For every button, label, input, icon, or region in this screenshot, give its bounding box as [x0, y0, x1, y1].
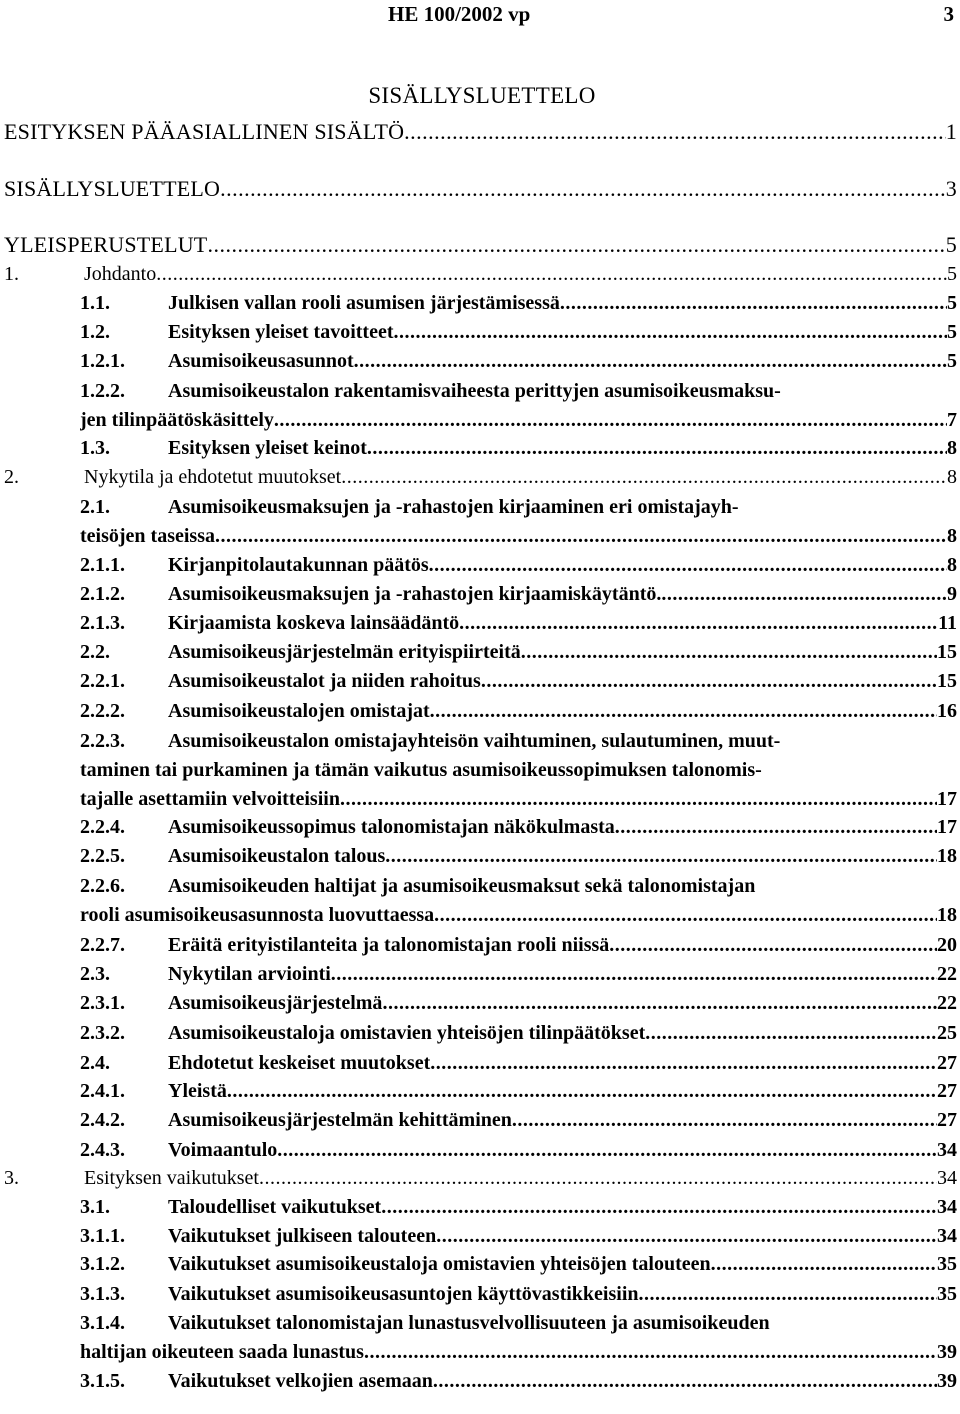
toc-title: Asumisoikeusmaksujen ja -rahastojen kirjaaminen eri omistajayh- — [168, 496, 739, 518]
dot-leader — [156, 263, 947, 286]
toc-page-number: 1 — [945, 119, 957, 144]
page-title-text: SISÄLLYSLUETTELO — [368, 83, 596, 108]
toc-title: Vaikutukset velkojien asemaan — [168, 1370, 433, 1392]
toc-line — [168, 1052, 957, 1075]
toc-number: 2.2.1. — [80, 670, 125, 692]
toc-line — [84, 263, 957, 286]
dot-leader — [481, 670, 937, 693]
toc-number: 3.1.2. — [80, 1253, 125, 1275]
toc-page-number: 34 — [937, 1139, 957, 1161]
toc-title: taminen tai purkaminen ja tämän vaikutus asumisoikeussopimuksen talonomis- — [80, 759, 762, 781]
toc-number: 2.4.1. — [80, 1080, 125, 1102]
toc-title: Asumisoikeustalot ja niiden rahoitus — [168, 670, 481, 692]
toc-title: Asumisoikeusasunnot — [168, 350, 354, 372]
dot-leader — [560, 292, 947, 315]
dot-leader — [521, 641, 937, 664]
toc-line — [168, 700, 957, 723]
dot-leader — [354, 350, 947, 373]
toc-title: Esityksen yleiset keinot — [168, 437, 367, 459]
toc-line — [4, 176, 957, 202]
toc-page-number: 5 — [947, 263, 957, 285]
toc-number: 2.2.4. — [80, 816, 125, 838]
toc-page-number: 20 — [937, 934, 957, 956]
dot-leader — [639, 1283, 938, 1306]
toc-page-number: 18 — [937, 845, 957, 867]
toc-number: 3.1.3. — [80, 1283, 125, 1305]
toc-number: 2.1.2. — [80, 583, 125, 605]
toc-number: 2.2.7. — [80, 934, 125, 956]
toc-title: Asumisoikeusjärjestelmä — [168, 992, 383, 1014]
toc-page-number: 8 — [947, 437, 957, 459]
toc-title: Voimaantulo — [168, 1139, 278, 1161]
toc-line — [168, 1225, 957, 1248]
dot-leader — [259, 1167, 937, 1190]
toc-number: 2.1.1. — [80, 554, 125, 576]
dot-leader — [430, 700, 937, 723]
toc-title: YLEISPERUSTELUT — [4, 232, 208, 257]
dot-leader — [381, 1196, 937, 1219]
toc-line — [168, 845, 957, 868]
toc-page-number: 9 — [947, 583, 957, 605]
dot-leader — [645, 1022, 937, 1045]
toc-page-number: 7 — [947, 409, 957, 431]
toc-number: 2.3.2. — [80, 1022, 125, 1044]
toc-page-number: 25 — [937, 1022, 957, 1044]
dot-leader — [711, 1253, 937, 1276]
dot-leader — [459, 612, 938, 635]
toc-page-number: 22 — [937, 992, 957, 1014]
toc-page-number: 39 — [937, 1341, 957, 1363]
toc-line — [168, 641, 957, 664]
header-page-number: 3 — [943, 2, 954, 26]
toc-number: 2.3. — [80, 963, 110, 985]
dot-leader — [429, 554, 947, 577]
toc-page-number: 8 — [947, 525, 957, 547]
toc-title: Eräitä erityistilanteita ja talonomistajan rooli niissä — [168, 934, 610, 956]
toc-line — [168, 554, 957, 577]
dot-leader — [434, 904, 937, 927]
toc-number: 3.1.5. — [80, 1370, 125, 1392]
toc-title: ESITYKSEN PÄÄASIALLINEN SISÄLTÖ — [4, 119, 405, 144]
toc-title: teisöjen taseissa — [80, 525, 215, 547]
dot-leader — [404, 119, 946, 145]
toc-line — [168, 1283, 957, 1306]
toc-page-number: 15 — [937, 670, 957, 692]
toc-page-number: 5 — [947, 292, 957, 314]
toc-title: Esityksen vaikutukset — [84, 1167, 259, 1189]
toc-title: Asumisoikeustalon rakentamisvaiheesta perittyjen asumisoikeusmaksu- — [168, 380, 781, 402]
toc-title: Kirjaamista koskeva lainsäädäntö — [168, 612, 460, 634]
toc-number: 2.4. — [80, 1052, 110, 1074]
dot-leader — [364, 1341, 937, 1364]
toc-page-number: 18 — [937, 904, 957, 926]
toc-line — [80, 1341, 957, 1364]
toc-title: Asumisoikeusmaksujen ja -rahastojen kirjaamiskäytäntö. — [168, 583, 662, 605]
toc-number: 3.1.1. — [80, 1225, 125, 1247]
toc-number: 1.3. — [80, 437, 110, 459]
toc-title: Kirjanpitolautakunnan päätös — [168, 554, 429, 576]
dot-leader — [609, 934, 937, 957]
dot-leader — [215, 525, 947, 548]
dot-leader — [274, 409, 947, 432]
toc-line — [168, 1370, 957, 1393]
toc-number: 1.2.2. — [80, 380, 125, 402]
dot-leader — [277, 1139, 937, 1162]
toc-page-number: 27 — [937, 1080, 957, 1102]
dot-leader — [382, 992, 937, 1015]
toc-title: Vaikutukset julkiseen talouteen — [168, 1225, 437, 1247]
toc-line — [4, 119, 957, 145]
toc-title: Julkisen vallan rooli asumisen järjestämisessä — [168, 292, 560, 314]
toc-number: 2. — [4, 466, 19, 488]
toc-line — [168, 934, 957, 957]
dot-leader — [367, 437, 947, 460]
toc-title: Asumisoikeuden haltijat ja asumisoikeusmaksut sekä talonomistajan — [168, 875, 756, 897]
toc-title: Asumisoikeussopimus talonomistajan näkökulmasta — [168, 816, 615, 838]
toc-title: Asumisoikeustalon talous — [168, 845, 386, 867]
toc-page-number: 8 — [947, 466, 957, 488]
dot-leader — [207, 232, 945, 258]
toc-line — [80, 759, 957, 782]
toc-title: Asumisoikeustalon omistajayhteisön vaihtuminen, sulautuminen, muut- — [168, 730, 781, 752]
toc-number: 2.3.1. — [80, 992, 125, 1014]
page-title — [0, 83, 960, 109]
toc-line — [168, 992, 957, 1015]
toc-number: 2.1. — [80, 496, 110, 518]
toc-number: 1.2. — [80, 321, 110, 343]
dot-leader — [385, 845, 937, 868]
toc-page-number: 8 — [947, 554, 957, 576]
toc-line — [168, 496, 957, 519]
document-id: HE 100/2002 vp — [388, 2, 531, 26]
toc-line — [80, 525, 957, 548]
dot-leader — [220, 176, 946, 202]
dot-leader — [512, 1109, 937, 1132]
toc-title: Asumisoikeusjärjestelmän erityispiirteitä — [168, 641, 521, 663]
toc-line — [168, 875, 957, 898]
dot-leader — [394, 321, 947, 344]
toc-line — [168, 437, 957, 460]
toc-title: Ehdotetut keskeiset muutokset — [168, 1052, 431, 1074]
toc-number: 2.2.5. — [80, 845, 125, 867]
toc-line — [168, 816, 957, 839]
toc-number: 2.2.6. — [80, 875, 125, 897]
toc-line — [168, 1139, 957, 1162]
toc-page-number: 17 — [937, 788, 957, 810]
toc-line — [168, 292, 957, 315]
toc-number: 2.2.2. — [80, 700, 125, 722]
toc-title: Vaikutukset asumisoikeustaloja omistavien yhteisöjen talouteen — [168, 1253, 711, 1275]
toc-number: 2.1.3. — [80, 612, 125, 634]
toc-number: 1. — [4, 263, 19, 285]
toc-number: 2.4.2. — [80, 1109, 125, 1131]
toc-page-number: 35 — [937, 1253, 957, 1275]
toc-page-number: 39 — [937, 1370, 957, 1392]
toc-title: Nykytila ja ehdotetut muutokset — [84, 466, 342, 488]
toc-page-number: 27 — [937, 1052, 957, 1074]
toc-number: 1.2.1. — [80, 350, 125, 372]
toc-number: 2.2. — [80, 641, 110, 663]
toc-line — [168, 1109, 957, 1132]
toc-title: SISÄLLYSLUETTELO — [4, 176, 221, 201]
toc-line — [80, 409, 957, 432]
toc-line — [168, 583, 957, 606]
toc-line — [168, 730, 957, 753]
toc-page-number: 11 — [938, 612, 957, 634]
toc-title: Nykytilan arviointi — [168, 963, 331, 985]
toc-line — [84, 1167, 957, 1190]
toc-line — [168, 612, 957, 635]
dot-leader — [341, 466, 947, 489]
toc-title: jen tilinpäätöskäsittely — [80, 409, 274, 431]
dot-leader — [331, 963, 937, 986]
toc-title: Asumisoikeustalojen omistajat — [168, 700, 430, 722]
toc-title: Asumisoikeustaloja omistavien yhteisöjen tilinpäätökset — [168, 1022, 646, 1044]
toc-line — [168, 1196, 957, 1219]
toc-title: haltijan oikeuteen saada lunastus — [80, 1341, 364, 1363]
toc-page-number: 5 — [945, 232, 957, 257]
toc-line — [168, 380, 957, 403]
dot-leader — [227, 1080, 937, 1103]
toc-number: 3.1.4. — [80, 1312, 125, 1334]
toc-page-number: 5 — [947, 321, 957, 343]
toc-number: 2.4.3. — [80, 1139, 125, 1161]
toc-line — [4, 232, 957, 258]
toc-line — [168, 321, 957, 344]
dot-leader — [340, 788, 937, 811]
toc-line — [168, 1080, 957, 1103]
toc-title: Vaikutukset asumisoikeusasuntojen käyttövastikkeisiin — [168, 1283, 639, 1305]
toc-line — [168, 963, 957, 986]
dot-leader — [433, 1370, 937, 1393]
toc-line — [168, 1253, 957, 1276]
toc-title: Taloudelliset vaikutukset — [168, 1196, 382, 1218]
toc-page-number: 35 — [937, 1283, 957, 1305]
toc-title: Vaikutukset talonomistajan lunastusvelvollisuuteen ja asumisoikeuden — [168, 1312, 770, 1334]
dot-leader — [661, 583, 947, 606]
toc-title: Yleistä — [168, 1080, 227, 1102]
dot-leader — [436, 1225, 937, 1248]
toc-line — [168, 1022, 957, 1045]
toc-page-number: 34 — [937, 1167, 957, 1189]
toc-page-number: 3 — [945, 176, 957, 201]
toc-line — [168, 1312, 957, 1335]
toc-page-number: 15 — [937, 641, 957, 663]
toc-line — [80, 788, 957, 811]
toc-title: tajalle asettamiin velvoitteisiin — [80, 788, 340, 810]
toc-line — [80, 904, 957, 927]
dot-leader — [430, 1052, 937, 1075]
page-header — [0, 2, 960, 28]
toc-page-number: 16 — [937, 700, 957, 722]
toc-page-number: 34 — [937, 1225, 957, 1247]
toc-page-number: 5 — [947, 350, 957, 372]
toc-number: 3. — [4, 1167, 19, 1189]
toc-title: Johdanto — [84, 263, 157, 285]
toc-line — [84, 466, 957, 489]
toc-number: 1.1. — [80, 292, 110, 314]
toc-title: Esityksen yleiset tavoitteet — [168, 321, 394, 343]
toc-page-number: 34 — [937, 1196, 957, 1218]
toc-page-number: 22 — [937, 963, 957, 985]
toc-page-number: 27 — [937, 1109, 957, 1131]
toc-title: rooli asumisoikeusasunnosta luovuttaessa — [80, 904, 435, 926]
toc-number: 3.1. — [80, 1196, 110, 1218]
toc-title: Asumisoikeusjärjestelmän kehittäminen — [168, 1109, 512, 1131]
toc-line — [168, 350, 957, 373]
toc-line — [168, 670, 957, 693]
dot-leader — [615, 816, 937, 839]
toc-page-number: 17 — [937, 816, 957, 838]
toc-number: 2.2.3. — [80, 730, 125, 752]
